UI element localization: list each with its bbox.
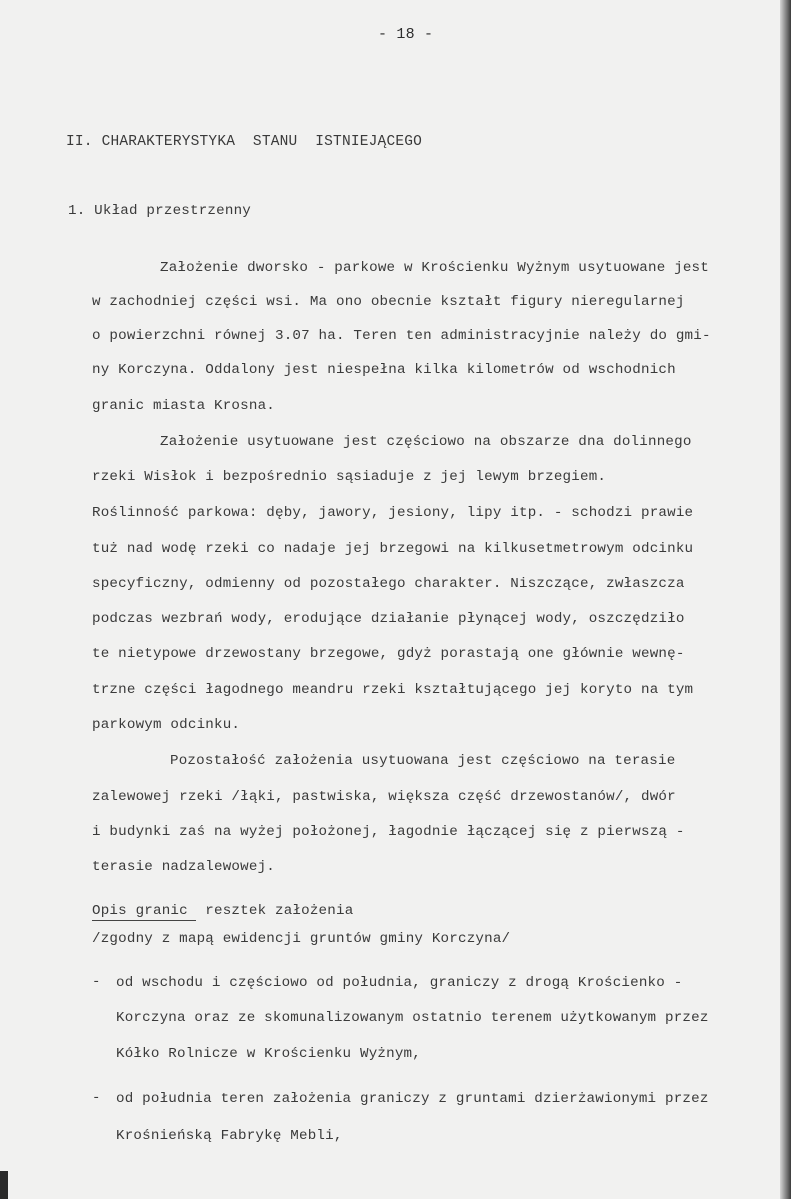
subsection-heading: 1. Układ przestrzenny [68,203,251,219]
boundary-item-1-line-2: Korczyna oraz ze skomunalizowanym ostatnio terenem użytkowanym przez [116,1010,709,1026]
paragraph-2-line-1: Założenie usytuowane jest częściowo na obszarze dna dolinnego [160,434,692,450]
paragraph-1-line-5: granic miasta Krosna. [92,398,275,414]
section-heading: II. CHARAKTERYSTYKA STANU ISTNIEJĄCEGO [66,134,423,150]
boundary-item-1-line-1: od wschodu i częściowo od południa, graniczy z drogą Krościenko - [116,975,683,991]
boundary-heading-underline [92,920,196,921]
paragraph-3-line-3: i budynki zaś na wyżej położonej, łagodnie łączącej się z pierwszą - [92,824,685,840]
paragraph-2-line-7: te nietypowe drzewostany brzegowe, gdyż porastają one głównie wewnę- [92,646,685,662]
paragraph-2-line-4: tuż nad wodę rzeki co nadaje jej brzegowi na kilkusetmetrowym odcinku [92,541,694,557]
boundary-item-2-line-1: od południa teren założenia graniczy z gruntami dzierżawionymi przez [116,1091,709,1107]
paragraph-1-line-1: Założenie dworsko - parkowe w Krościenku Wyżnym usytuowane jest [160,260,709,276]
boundary-item-1-line-3: Kółko Rolnicze w Krościenku Wyżnym, [116,1046,421,1062]
paragraph-3-line-4: terasie nadzalewowej. [92,859,275,875]
list-bullet: - [92,974,101,990]
list-bullet: - [92,1090,101,1106]
boundary-item-2-line-2: Krośnieńską Fabrykę Mebli, [116,1128,343,1144]
paragraph-2-line-6: podczas wezbrań wody, erodujące działanie płynącej wody, oszczędziło [92,611,685,627]
paragraph-2-line-9: parkowym odcinku. [92,717,241,733]
paragraph-2-line-2: rzeki Wisłok i bezpośrednio sąsiaduje z jej lewym brzegiem. [92,469,607,485]
paragraph-3-line-2: zalewowej rzeki /łąki, pastwiska, większa część drzewostanów/, dwór [92,789,676,805]
paragraph-1-line-3: o powierzchni równej 3.07 ha. Teren ten administracyjnie należy do gmi- [92,328,711,344]
paragraph-2-line-5: specyficzny, odmienny od pozostałego charakter. Niszczące, zwłaszcza [92,576,685,592]
boundary-note: /zgodny z mapą ewidencji gruntów gminy Korczyna/ [92,931,511,947]
paragraph-2-line-8: trzne części łagodnego meandru rzeki kształtującego jej koryto na tym [92,682,694,698]
paragraph-1-line-4: ny Korczyna. Oddalony jest niespełna kilka kilometrów od wschodnich [92,362,676,378]
scan-corner-shadow [0,1171,8,1199]
page-edge-shadow [780,0,791,1199]
paragraph-2-line-3: Roślinność parkowa: dęby, jawory, jesiony, lipy itp. - schodzi prawie [92,505,694,521]
paragraph-3-line-1: Pozostałość założenia usytuowana jest częściowo na terasie [170,753,676,769]
paragraph-1-line-2: w zachodniej części wsi. Ma ono obecnie kształt figury nieregularnej [92,294,685,310]
boundary-heading: Opis granic resztek założenia [92,903,354,919]
page-number: - 18 - [378,26,434,43]
